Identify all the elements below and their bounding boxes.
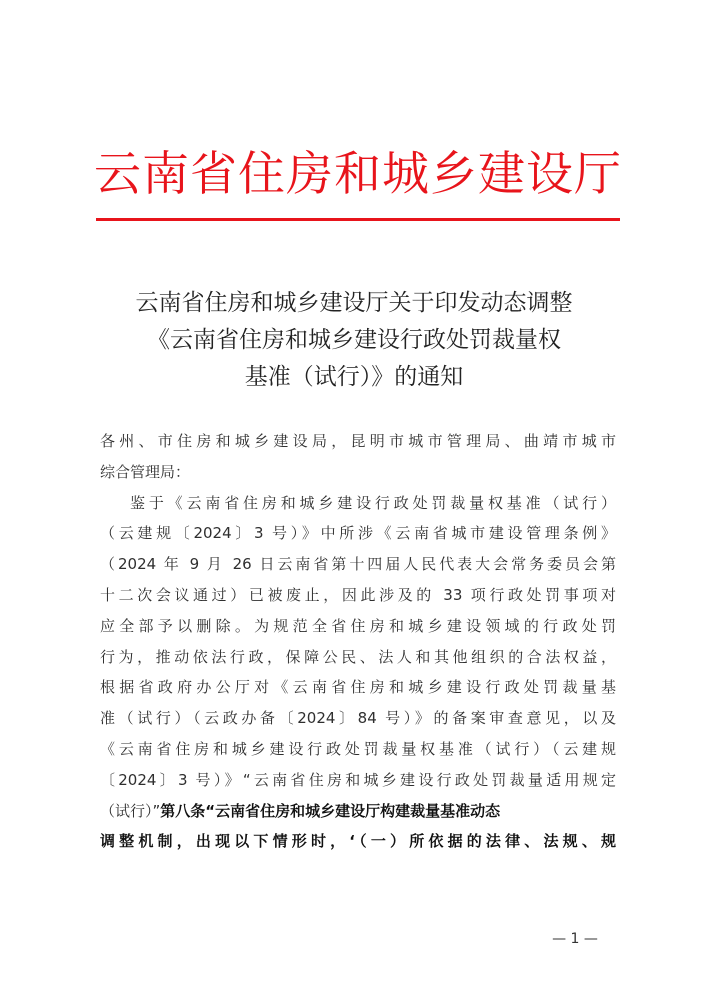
paragraph-line: （2024 年 9 月 26 日云南省第十四届人民代表大会常务委员会第 (100, 555, 616, 574)
paragraph-line: 行为，推动依法行政，保障公民、法人和其他组织的合法权益， (100, 647, 616, 666)
paragraph-line: 十二次会议通过）已被废止，因此涉及的 33 项行政处罚事项对 (100, 585, 616, 604)
red-header-divider (96, 218, 620, 221)
title-line: 《云南省住房和城乡建设行政处罚裁量权 (147, 327, 561, 353)
title-line: 基准（试行）》的通知 (244, 364, 464, 390)
document-title (60, 285, 648, 396)
paragraph-line: 《云南省住房和城乡建设行政处罚裁量权基准（试行）（云建规 (100, 739, 616, 758)
paragraph-line: 根据省政府办公厅对《云南省住房和城乡建设行政处罚裁量基 (100, 678, 616, 697)
paragraph-line: （云建规〔2024〕3 号）》中所涉《云南省城市建设管理条例》 (100, 524, 616, 543)
title-line: 云南省住房和城乡建设厅关于印发动态调整 (135, 290, 573, 316)
paragraph-line: 准（试行）（云政办备〔2024〕84 号）》的备案审查意见，以及 (100, 709, 616, 728)
page-number: — 1 — (552, 931, 598, 947)
bold-text: 第八条“云南省住房和城乡建设厅构建裁量基准动态 (160, 801, 501, 820)
addressee-line: 综合管理局： (100, 462, 191, 481)
document-body (100, 426, 616, 857)
addressee-line: 各州、市住房和城乡建设局，昆明市城市管理局、曲靖市城市 (100, 432, 616, 450)
paragraph-line: 鉴于《云南省住房和城乡建设行政处罚裁量权基准（试行） (130, 493, 616, 512)
paragraph-line: 〔2024〕3 号）》“云南省住房和城乡建设行政处罚裁量适用规定 (100, 770, 616, 789)
paragraph-line: 应全部予以删除。为规范全省住房和城乡建设领域的行政处罚 (100, 616, 616, 635)
mixed-emphasis-line (100, 796, 616, 827)
bold-paragraph-line: 调整机制，出现以下情形时，‘（一）所依据的法律、法规、规 (100, 832, 616, 851)
issuing-authority-header: 云南省住房和城乡建设厅 (94, 147, 622, 202)
regular-text: （试行）” (100, 801, 161, 820)
